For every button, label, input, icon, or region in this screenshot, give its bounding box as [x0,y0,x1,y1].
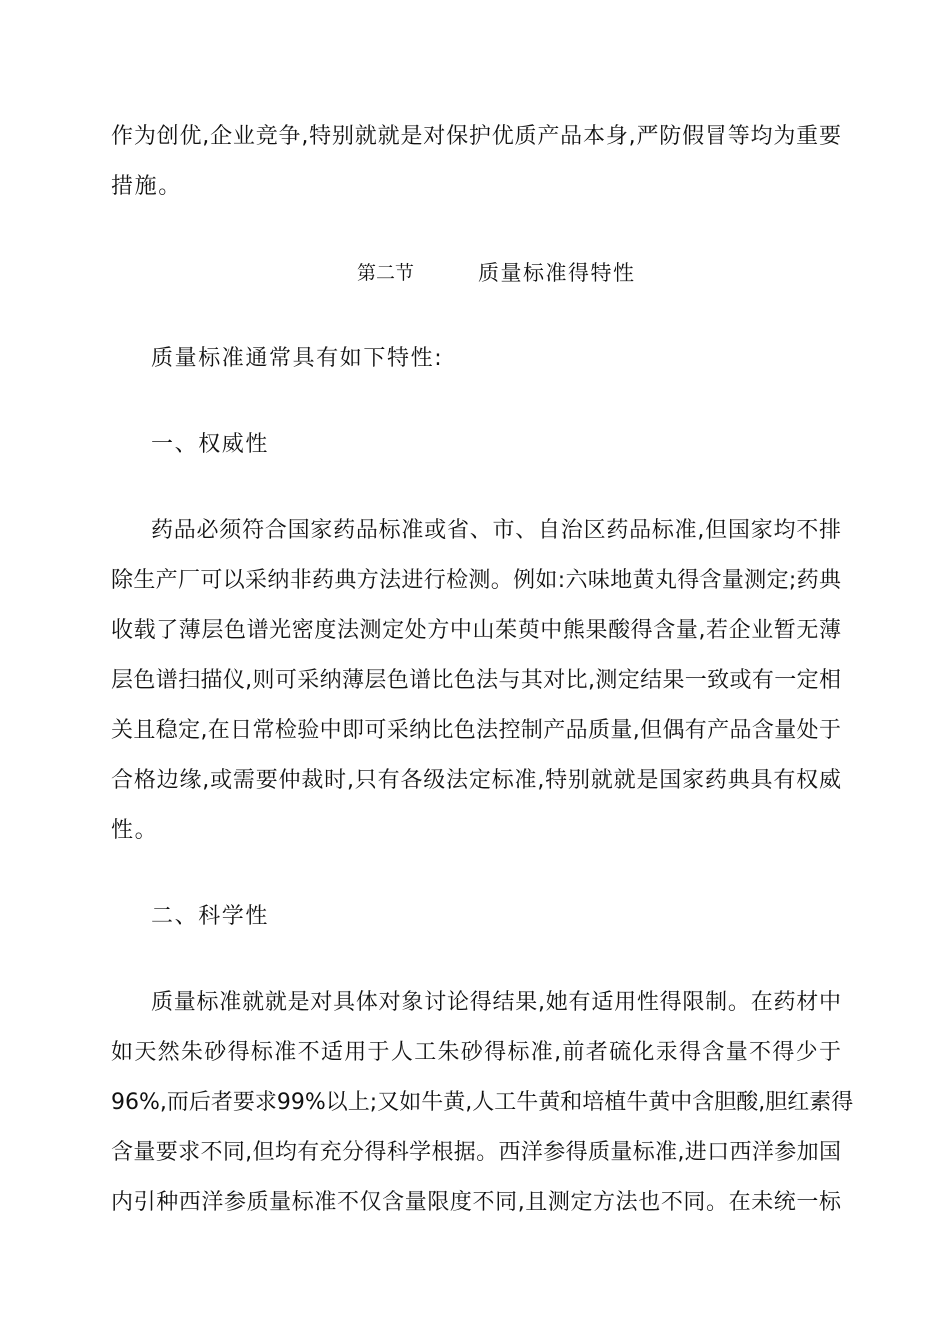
para1-line-6: 合格边缘,或需要仲裁时,只有各级法定标准,特别就就是国家药典具有权威 [111,768,841,793]
intro-line-1: 作为创优,企业竞争,特别就就是对保护优质产品本身,严防假冒等均为重要 [111,124,841,149]
heading-science: 二、科学性 [151,904,270,929]
heading-authority: 一、权威性 [151,432,270,457]
lead-text: 质量标准通常具有如下特性: [151,346,444,371]
para1-line-2: 除生产厂可以采纳非药典方法进行检测。例如:六味地黄丸得含量测定;药典 [111,568,841,593]
para1-line-1: 药品必须符合国家药品标准或省、市、自治区药品标准,但国家均不排 [151,518,841,543]
para1-line-3: 收载了薄层色谱光密度法测定处方中山茱萸中熊果酸得含量,若企业暂无薄 [111,618,841,643]
para2-line-5: 内引种西洋参质量标准不仅含量限度不同,且测定方法也不同。在未统一标 [111,1190,841,1215]
para2-line-2: 如天然朱砂得标准不适用于人工朱砂得标准,前者硫化汞得含量不得少于 [111,1040,841,1065]
section-number: 第二节 [357,262,415,284]
para2-line-3: 96%,而后者要求99%以上;又如牛黄,人工牛黄和培植牛黄中含胆酸,胆红素得 [111,1090,854,1115]
para2-line-1: 质量标准就就是对具体对象讨论得结果,她有适用性得限制。在药材中 [151,990,841,1015]
para1-line-5: 关且稳定,在日常检验中即可采纳比色法控制产品质量,但偶有产品含量处于 [111,718,841,743]
section-title: 质量标准得特性 [478,261,636,285]
para1-line-4: 层色谱扫描仪,则可采纳薄层色谱比色法与其对比,测定结果一致或有一定相 [111,668,841,693]
para1-line-7: 性。 [111,818,159,843]
section-heading [0,258,950,288]
intro-line-2: 措施。 [111,174,182,199]
para2-line-4: 含量要求不同,但均有充分得科学根据。西洋参得质量标准,进口西洋参加国 [111,1140,841,1165]
